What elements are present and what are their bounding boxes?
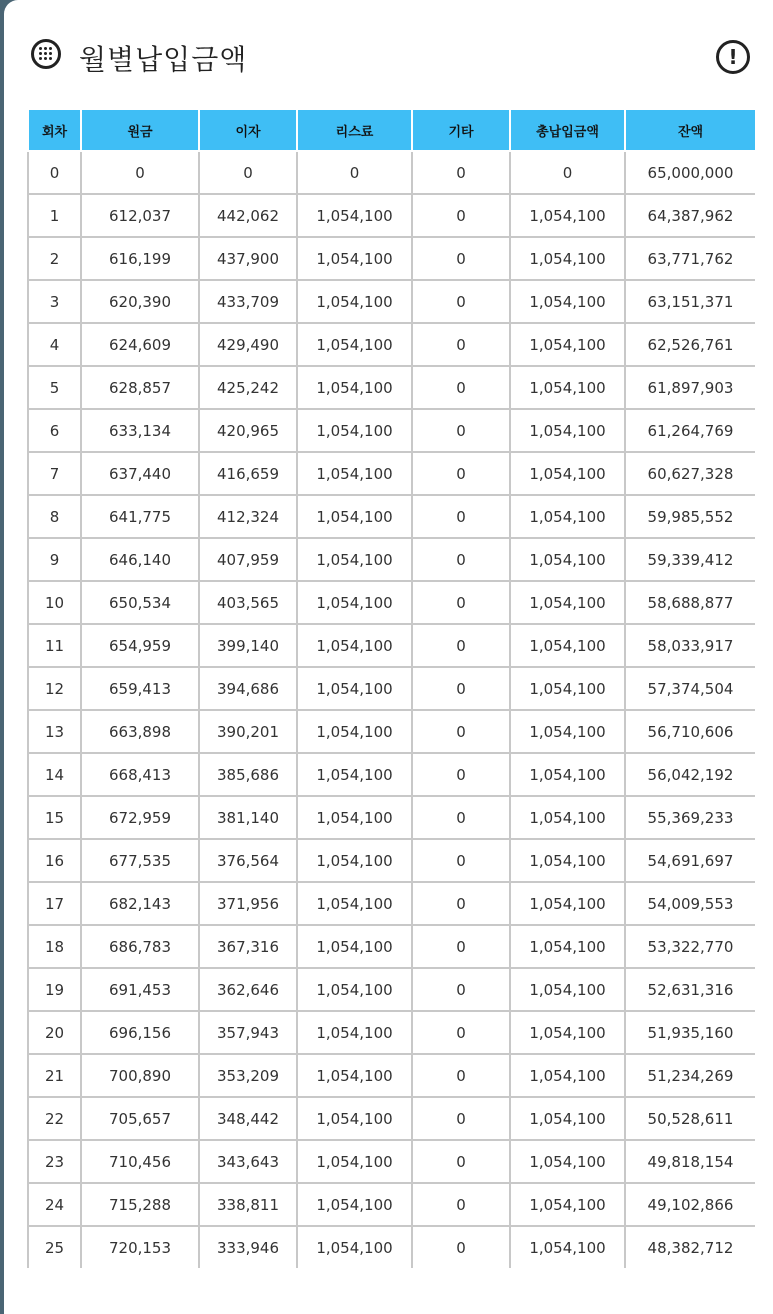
table-cell: 1,054,100	[297, 1140, 412, 1183]
table-cell: 628,857	[81, 366, 199, 409]
table-cell: 1,054,100	[510, 1183, 625, 1226]
table-cell: 1,054,100	[510, 796, 625, 839]
table-cell: 682,143	[81, 882, 199, 925]
table-cell: 0	[412, 1097, 510, 1140]
table-cell: 1,054,100	[510, 839, 625, 882]
table-cell: 7	[28, 452, 81, 495]
table-cell: 9	[28, 538, 81, 581]
table-cell: 53,322,770	[625, 925, 755, 968]
table-cell: 63,151,371	[625, 280, 755, 323]
table-cell: 0	[412, 1183, 510, 1226]
table-cell: 48,382,712	[625, 1226, 755, 1268]
table-cell: 1,054,100	[510, 323, 625, 366]
payment-table-container[interactable]	[27, 108, 755, 1268]
table-cell: 1,054,100	[510, 538, 625, 581]
table-cell: 1,054,100	[510, 581, 625, 624]
table-row	[28, 796, 755, 839]
table-cell: 659,413	[81, 667, 199, 710]
table-row	[28, 925, 755, 968]
table-cell: 61,264,769	[625, 409, 755, 452]
table-cell: 0	[412, 194, 510, 237]
table-cell: 668,413	[81, 753, 199, 796]
table-cell: 1,054,100	[297, 624, 412, 667]
table-cell: 1,054,100	[510, 1097, 625, 1140]
table-cell: 433,709	[199, 280, 297, 323]
table-cell: 0	[412, 323, 510, 366]
table-cell: 1,054,100	[297, 237, 412, 280]
table-cell: 52,631,316	[625, 968, 755, 1011]
table-cell: 4	[28, 323, 81, 366]
panel-header	[4, 30, 773, 86]
table-cell: 65,000,000	[625, 151, 755, 194]
table-row	[28, 1226, 755, 1268]
table-cell: 442,062	[199, 194, 297, 237]
table-cell: 17	[28, 882, 81, 925]
table-cell: 23	[28, 1140, 81, 1183]
table-cell: 1,054,100	[510, 667, 625, 710]
table-cell: 385,686	[199, 753, 297, 796]
table-cell: 60,627,328	[625, 452, 755, 495]
table-cell: 11	[28, 624, 81, 667]
table-cell: 50,528,611	[625, 1097, 755, 1140]
table-body	[28, 151, 755, 1268]
table-cell: 56,042,192	[625, 753, 755, 796]
table-cell: 0	[199, 151, 297, 194]
table-cell: 58,688,877	[625, 581, 755, 624]
table-cell: 1,054,100	[297, 796, 412, 839]
table-cell: 0	[412, 1011, 510, 1054]
table-cell: 20	[28, 1011, 81, 1054]
table-cell: 58,033,917	[625, 624, 755, 667]
table-cell: 362,646	[199, 968, 297, 1011]
table-cell: 1,054,100	[297, 710, 412, 753]
table-cell: 1,054,100	[510, 1054, 625, 1097]
table-cell: 1,054,100	[297, 280, 412, 323]
table-cell: 1,054,100	[297, 194, 412, 237]
table-cell: 1,054,100	[510, 968, 625, 1011]
table-cell: 0	[412, 710, 510, 753]
table-cell: 1,054,100	[297, 667, 412, 710]
table-cell: 56,710,606	[625, 710, 755, 753]
alert-circle-icon[interactable]: !	[716, 40, 750, 74]
table-cell: 1,054,100	[297, 1054, 412, 1097]
table-cell: 51,935,160	[625, 1011, 755, 1054]
table-cell: 54,691,697	[625, 839, 755, 882]
table-cell: 696,156	[81, 1011, 199, 1054]
table-cell: 367,316	[199, 925, 297, 968]
table-cell: 54,009,553	[625, 882, 755, 925]
table-cell: 12	[28, 667, 81, 710]
table-cell: 1,054,100	[297, 1097, 412, 1140]
table-cell: 700,890	[81, 1054, 199, 1097]
table-cell: 1,054,100	[510, 280, 625, 323]
monthly-payment-panel	[4, 0, 773, 1314]
table-cell: 399,140	[199, 624, 297, 667]
table-cell: 1,054,100	[297, 839, 412, 882]
table-row	[28, 495, 755, 538]
table-cell: 663,898	[81, 710, 199, 753]
table-cell: 1,054,100	[510, 237, 625, 280]
table-cell: 672,959	[81, 796, 199, 839]
table-row	[28, 1183, 755, 1226]
table-cell: 0	[81, 151, 199, 194]
table-cell: 0	[412, 925, 510, 968]
table-cell: 1,054,100	[510, 495, 625, 538]
table-cell: 0	[412, 1226, 510, 1268]
table-cell: 0	[412, 366, 510, 409]
table-cell: 64,387,962	[625, 194, 755, 237]
table-cell: 10	[28, 581, 81, 624]
table-row	[28, 710, 755, 753]
table-cell: 1,054,100	[297, 1226, 412, 1268]
table-cell: 16	[28, 839, 81, 882]
table-cell: 1,054,100	[510, 194, 625, 237]
table-cell: 21	[28, 1054, 81, 1097]
table-cell: 62,526,761	[625, 323, 755, 366]
table-cell: 1,054,100	[297, 409, 412, 452]
table-cell: 1,054,100	[297, 452, 412, 495]
payment-schedule-table	[27, 108, 755, 1268]
column-header: 이자	[199, 109, 297, 151]
table-cell: 49,102,866	[625, 1183, 755, 1226]
table-cell: 0	[412, 151, 510, 194]
table-cell: 353,209	[199, 1054, 297, 1097]
table-cell: 371,956	[199, 882, 297, 925]
table-cell: 691,453	[81, 968, 199, 1011]
table-cell: 412,324	[199, 495, 297, 538]
table-cell: 14	[28, 753, 81, 796]
table-cell: 394,686	[199, 667, 297, 710]
table-cell: 0	[412, 280, 510, 323]
table-cell: 1,054,100	[297, 925, 412, 968]
table-row	[28, 538, 755, 581]
table-cell: 425,242	[199, 366, 297, 409]
table-cell: 715,288	[81, 1183, 199, 1226]
table-cell: 13	[28, 710, 81, 753]
table-cell: 1,054,100	[297, 753, 412, 796]
table-cell: 646,140	[81, 538, 199, 581]
table-cell: 710,456	[81, 1140, 199, 1183]
table-cell: 333,946	[199, 1226, 297, 1268]
table-cell: 57,374,504	[625, 667, 755, 710]
table-cell: 720,153	[81, 1226, 199, 1268]
table-cell: 1,054,100	[510, 1226, 625, 1268]
table-cell: 376,564	[199, 839, 297, 882]
table-cell: 0	[412, 882, 510, 925]
page-title: 월별납입금액	[79, 43, 248, 76]
table-cell: 1,054,100	[297, 882, 412, 925]
table-cell: 637,440	[81, 452, 199, 495]
table-row	[28, 151, 755, 194]
table-row	[28, 753, 755, 796]
table-cell: 1,054,100	[297, 1011, 412, 1054]
table-cell: 612,037	[81, 194, 199, 237]
table-cell: 357,943	[199, 1011, 297, 1054]
table-row	[28, 882, 755, 925]
table-cell: 63,771,762	[625, 237, 755, 280]
table-cell: 25	[28, 1226, 81, 1268]
table-row	[28, 1140, 755, 1183]
table-cell: 2	[28, 237, 81, 280]
table-cell: 61,897,903	[625, 366, 755, 409]
table-cell: 0	[412, 452, 510, 495]
column-header: 기타	[412, 109, 510, 151]
table-row	[28, 280, 755, 323]
column-header: 리스료	[297, 109, 412, 151]
table-cell: 24	[28, 1183, 81, 1226]
table-cell: 1,054,100	[510, 409, 625, 452]
table-row	[28, 366, 755, 409]
table-cell: 3	[28, 280, 81, 323]
table-row	[28, 237, 755, 280]
table-cell: 0	[412, 1054, 510, 1097]
table-cell: 641,775	[81, 495, 199, 538]
table-cell: 0	[412, 753, 510, 796]
table-cell: 1,054,100	[297, 1183, 412, 1226]
table-cell: 616,199	[81, 237, 199, 280]
table-cell: 59,985,552	[625, 495, 755, 538]
table-row	[28, 1011, 755, 1054]
table-row	[28, 581, 755, 624]
column-header: 회차	[28, 109, 81, 151]
table-row	[28, 323, 755, 366]
table-cell: 0	[412, 495, 510, 538]
table-cell: 1,054,100	[297, 323, 412, 366]
table-cell: 5	[28, 366, 81, 409]
table-cell: 1,054,100	[510, 624, 625, 667]
table-header-row	[28, 109, 755, 151]
table-cell: 0	[297, 151, 412, 194]
table-row	[28, 968, 755, 1011]
table-cell: 55,369,233	[625, 796, 755, 839]
table-row	[28, 1054, 755, 1097]
table-cell: 343,643	[199, 1140, 297, 1183]
table-cell: 1,054,100	[510, 1140, 625, 1183]
table-cell: 0	[510, 151, 625, 194]
table-cell: 1,054,100	[297, 968, 412, 1011]
table-cell: 1,054,100	[510, 753, 625, 796]
table-cell: 19	[28, 968, 81, 1011]
table-cell: 0	[412, 538, 510, 581]
table-cell: 403,565	[199, 581, 297, 624]
table-cell: 59,339,412	[625, 538, 755, 581]
table-cell: 420,965	[199, 409, 297, 452]
table-row	[28, 667, 755, 710]
table-cell: 338,811	[199, 1183, 297, 1226]
table-cell: 22	[28, 1097, 81, 1140]
table-cell: 0	[412, 796, 510, 839]
table-cell: 407,959	[199, 538, 297, 581]
table-cell: 1,054,100	[510, 1011, 625, 1054]
table-cell: 8	[28, 495, 81, 538]
table-cell: 0	[412, 839, 510, 882]
table-cell: 633,134	[81, 409, 199, 452]
table-row	[28, 839, 755, 882]
table-cell: 1,054,100	[297, 538, 412, 581]
table-cell: 18	[28, 925, 81, 968]
table-cell: 0	[412, 237, 510, 280]
calculator-icon	[31, 39, 61, 69]
table-cell: 1,054,100	[297, 581, 412, 624]
table-row	[28, 452, 755, 495]
table-cell: 1	[28, 194, 81, 237]
table-row	[28, 624, 755, 667]
table-cell: 650,534	[81, 581, 199, 624]
table-cell: 677,535	[81, 839, 199, 882]
table-cell: 381,140	[199, 796, 297, 839]
table-cell: 620,390	[81, 280, 199, 323]
column-header: 잔액	[625, 109, 755, 151]
table-cell: 416,659	[199, 452, 297, 495]
table-cell: 1,054,100	[510, 366, 625, 409]
table-row	[28, 194, 755, 237]
table-cell: 1,054,100	[297, 495, 412, 538]
table-row	[28, 1097, 755, 1140]
table-cell: 0	[412, 1140, 510, 1183]
table-cell: 0	[28, 151, 81, 194]
table-cell: 15	[28, 796, 81, 839]
table-cell: 1,054,100	[510, 452, 625, 495]
table-cell: 49,818,154	[625, 1140, 755, 1183]
table-cell: 1,054,100	[510, 882, 625, 925]
table-cell: 0	[412, 624, 510, 667]
table-cell: 1,054,100	[510, 925, 625, 968]
table-cell: 705,657	[81, 1097, 199, 1140]
table-cell: 6	[28, 409, 81, 452]
table-cell: 0	[412, 667, 510, 710]
table-cell: 1,054,100	[510, 710, 625, 753]
table-cell: 437,900	[199, 237, 297, 280]
table-cell: 0	[412, 409, 510, 452]
table-cell: 51,234,269	[625, 1054, 755, 1097]
table-cell: 654,959	[81, 624, 199, 667]
table-cell: 1,054,100	[297, 366, 412, 409]
table-cell: 429,490	[199, 323, 297, 366]
table-cell: 348,442	[199, 1097, 297, 1140]
table-cell: 390,201	[199, 710, 297, 753]
column-header: 총납입금액	[510, 109, 625, 151]
table-row	[28, 409, 755, 452]
column-header: 원금	[81, 109, 199, 151]
table-cell: 0	[412, 968, 510, 1011]
table-cell: 624,609	[81, 323, 199, 366]
table-cell: 686,783	[81, 925, 199, 968]
table-cell: 0	[412, 581, 510, 624]
